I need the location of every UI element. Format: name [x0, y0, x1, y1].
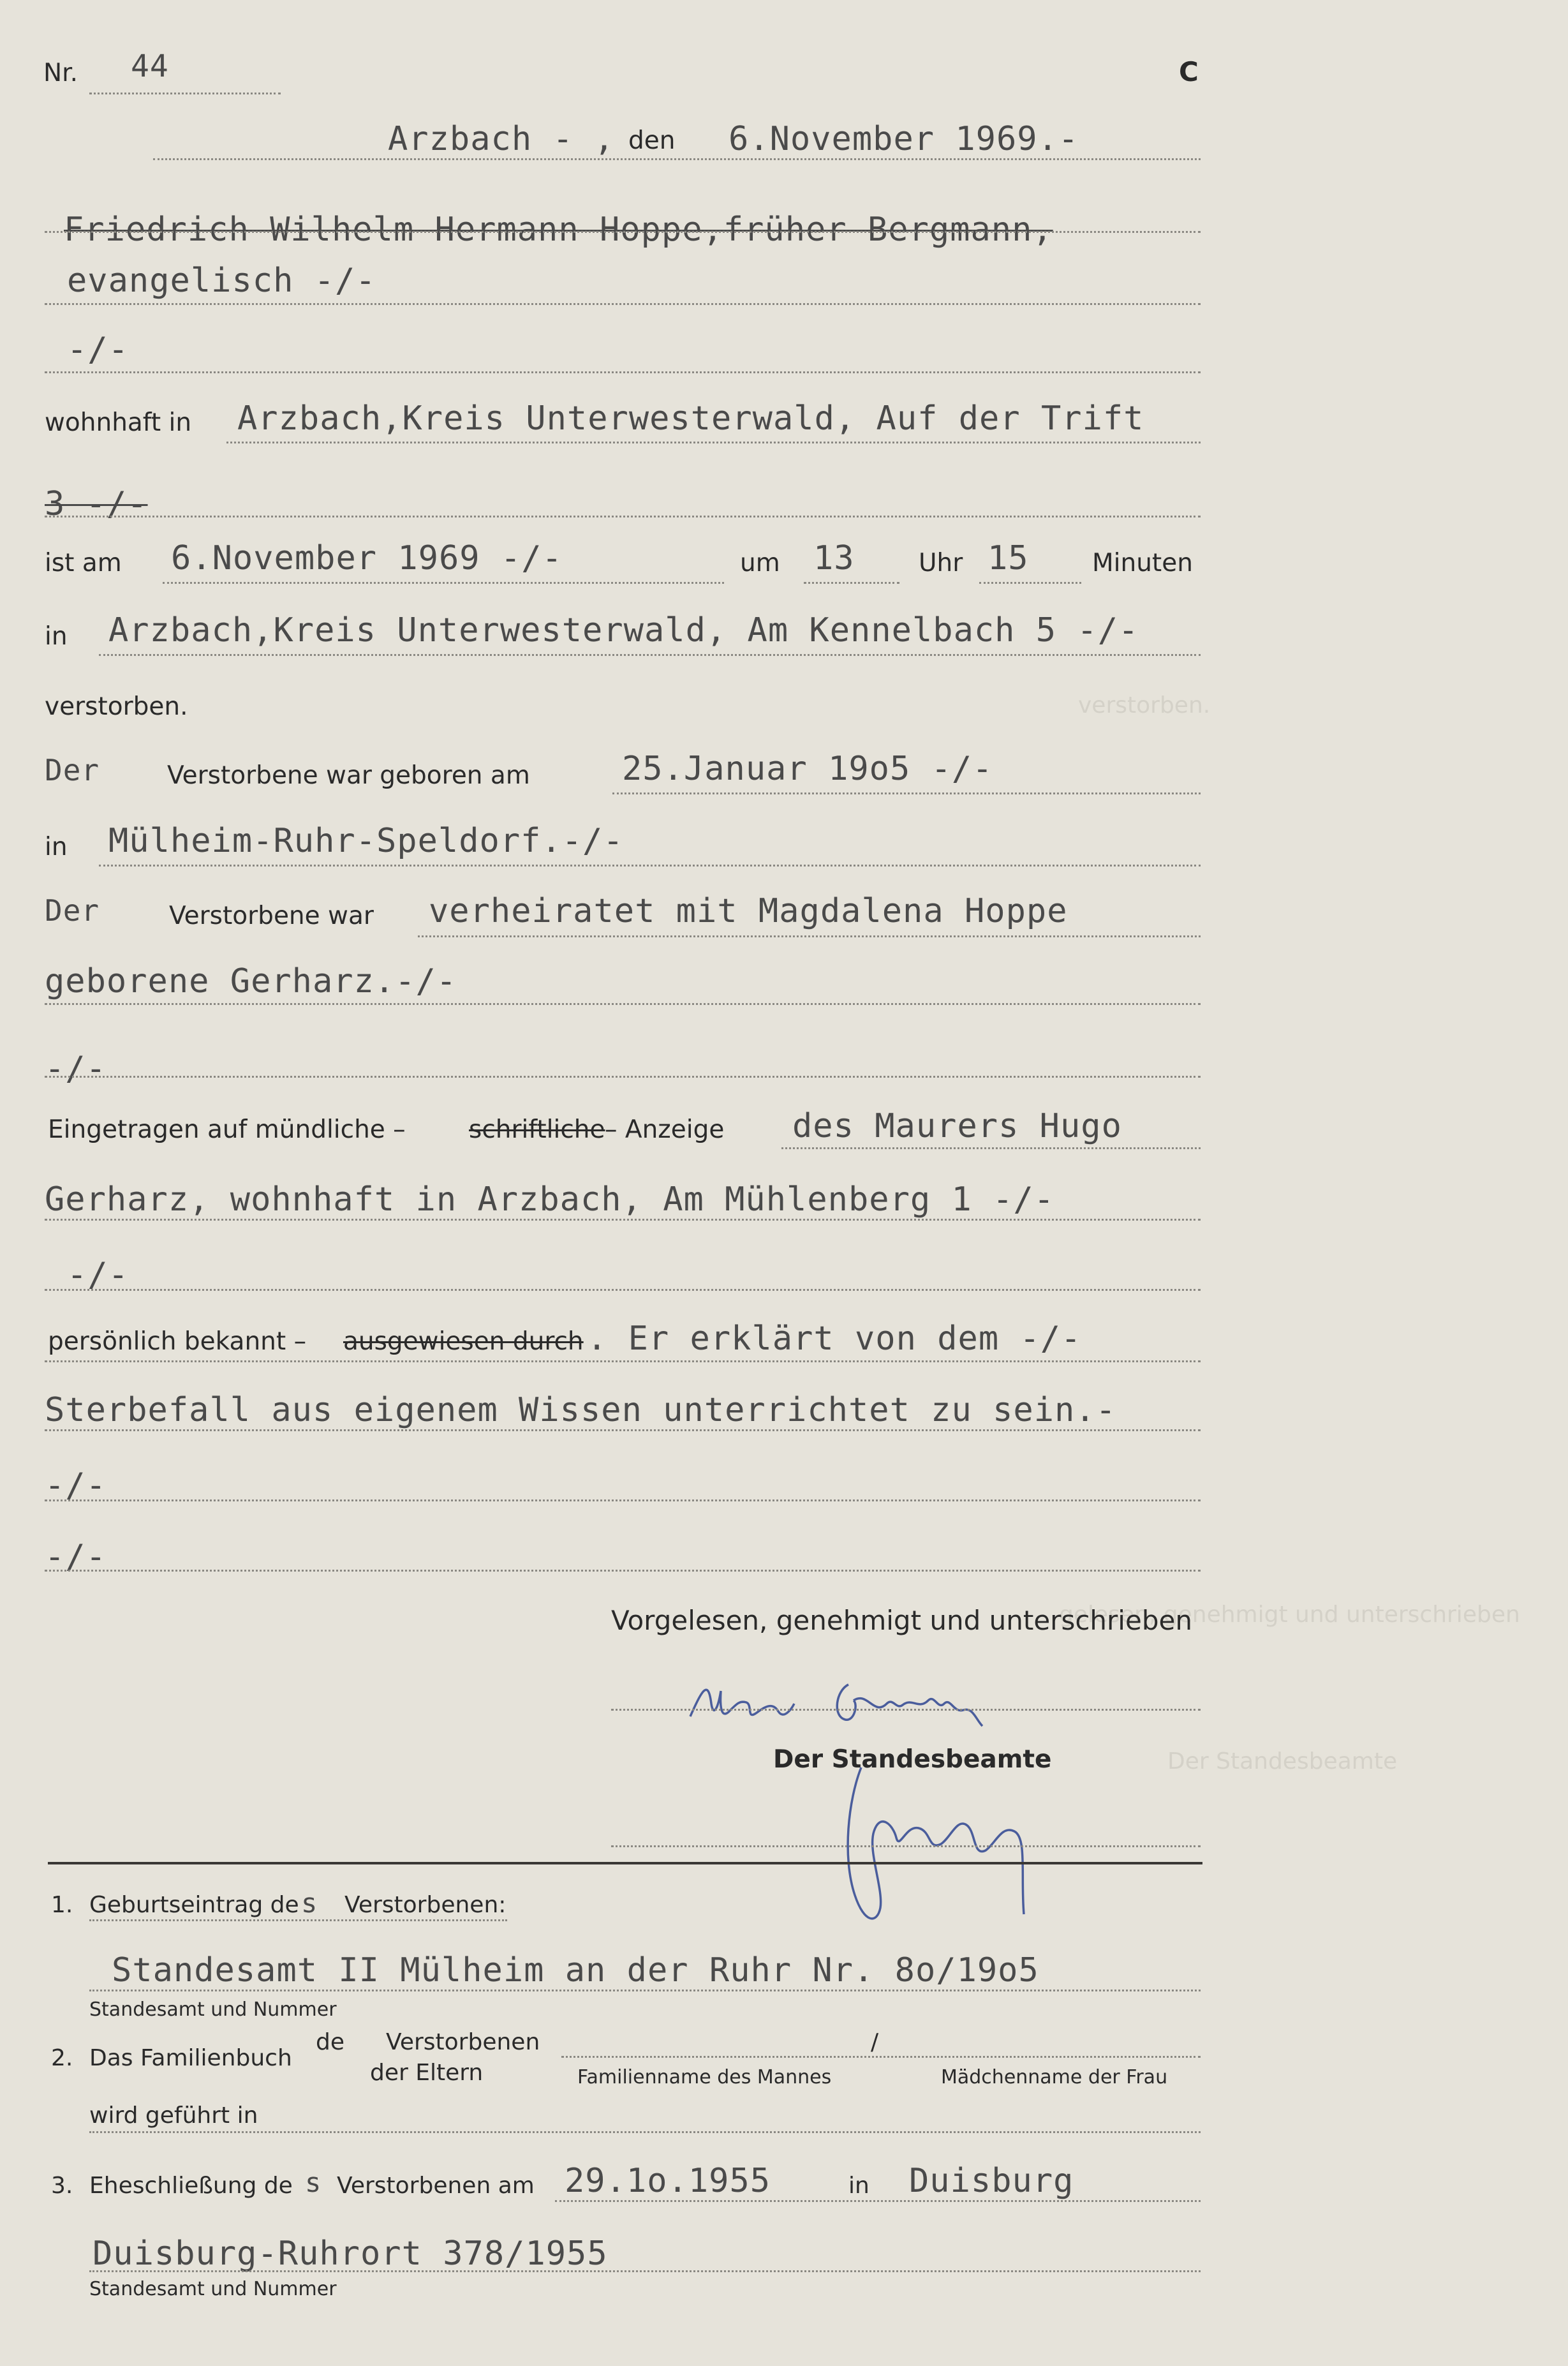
nr-label: Nr. — [43, 59, 78, 87]
identity-extra1: -/- — [45, 1466, 107, 1505]
identity-value: . Er erklärt von dem -/- — [587, 1320, 1082, 1358]
person-line3: -/- — [67, 331, 129, 369]
birth-der: Der — [45, 753, 100, 787]
note1-typed-s: s — [301, 1887, 318, 1919]
deceased-religion: evangelisch -/- — [67, 262, 376, 300]
nr-value: 44 — [131, 48, 169, 84]
residence-value: Arzbach,Kreis Unterwesterwald, Auf der Trift — [237, 399, 1144, 438]
note1-label-b: Verstorbenen: — [344, 1892, 507, 1918]
residence-cont: 3 -/- — [45, 485, 148, 523]
place-of-registration: Arzbach - , — [388, 120, 615, 158]
note3-typed-s: s — [305, 2167, 322, 2198]
identity-struck: ausgewiesen durch — [343, 1327, 584, 1356]
birth-registry-entry: Standesamt II Mülheim an der Ruhr Nr. 8o/19o5 — [112, 1951, 1039, 1990]
registration-extra: -/- — [67, 1256, 129, 1294]
um-label: um — [740, 549, 780, 577]
registration-date: 6.November 1969.- — [729, 120, 1079, 158]
residence-label: wohnhaft in — [45, 408, 192, 437]
note3-label-a: Eheschließung de — [89, 2173, 293, 2199]
registrar-signature — [823, 1761, 1053, 1940]
registration-struck: schriftliche — [469, 1115, 605, 1144]
marital-extra: -/- — [45, 1050, 107, 1088]
note3-label-b: Verstorbenen am — [337, 2173, 535, 2199]
note2-slash: / — [871, 2029, 879, 2055]
marriage-registry-entry: Duisburg-Ruhrort 378/1955 — [92, 2235, 608, 2273]
registration-label-a: Eingetragen auf mündliche – — [48, 1115, 406, 1144]
note2-wife-caption: Mädchenname der Frau — [941, 2066, 1168, 2088]
death-hour: 13 — [813, 539, 855, 577]
note1-caption: Standesamt und Nummer — [89, 1998, 337, 2021]
birth-in-label: in — [45, 833, 68, 861]
bleed-through-text: verstorben. — [1078, 692, 1211, 718]
death-place: Arzbach,Kreis Unterwesterwald, Am Kennelbach 5 -/- — [108, 611, 1139, 650]
identity-extra2: -/- — [45, 1538, 107, 1576]
ist-am-label: ist am — [45, 549, 122, 577]
deceased-name: Friedrich Wilhelm Hermann Hoppe,früher Bergmann, — [64, 211, 1053, 249]
informant-cont: Gerharz, wohnhaft in Arzbach, Am Mühlenberg 1 -/- — [45, 1180, 1055, 1219]
death-in-label: in — [45, 622, 68, 651]
note3-caption: Standesamt und Nummer — [89, 2278, 337, 2300]
identity-label: persönlich bekannt – — [48, 1327, 307, 1356]
registrar-label: Der Standesbeamte — [773, 1745, 1052, 1774]
note1-number: 1. — [51, 1892, 73, 1918]
corner-letter: C — [1179, 56, 1199, 87]
marital-cont: geborene Gerharz.-/- — [45, 962, 457, 1001]
note2-number: 2. — [51, 2045, 73, 2071]
minuten-label: Minuten — [1092, 549, 1193, 577]
marital-der: Der — [45, 893, 100, 928]
bleed-through-text: Der Standesbeamte — [1167, 1748, 1398, 1774]
den-label: den — [628, 126, 676, 155]
note2-de: de — [316, 2029, 344, 2055]
informant: des Maurers Hugo — [792, 1107, 1122, 1145]
marital-label: Verstorbene war — [169, 902, 374, 930]
marital-value: verheiratet mit Magdalena Hoppe — [429, 892, 1068, 930]
bleed-through-text: gelesen, genehmigt und unterschrieben — [1059, 1602, 1520, 1628]
read-approved-label: Vorgelesen, genehmigt und unterschrieben — [611, 1605, 1192, 1636]
note2-verstorbenen: Verstorbenen — [386, 2029, 540, 2055]
note2-eltern: der Eltern — [370, 2060, 484, 2086]
birth-label: Verstorbene war geboren am — [167, 761, 530, 790]
registration-label-b: – Anzeige — [605, 1115, 725, 1144]
note2-label: Das Familienbuch — [89, 2045, 292, 2071]
verstorben-label: verstorben. — [45, 692, 188, 721]
informant-signature — [683, 1665, 1040, 1742]
note3-number: 3. — [51, 2173, 73, 2199]
note2-husband-caption: Familienname des Mannes — [577, 2066, 832, 2088]
note3-in-label: in — [848, 2173, 869, 2199]
marriage-date: 29.1o.1955 — [565, 2162, 771, 2200]
birth-place: Mülheim-Ruhr-Speldorf.-/- — [108, 822, 624, 860]
marriage-place: Duisburg — [909, 2162, 1074, 2200]
identity-cont: Sterbefall aus eigenem Wissen unterrichtet zu sein.- — [45, 1391, 1116, 1429]
note1-label-a: Geburtseintrag de — [89, 1892, 299, 1918]
death-date: 6.November 1969 -/- — [171, 539, 563, 577]
death-minutes: 15 — [987, 539, 1029, 577]
birth-date: 25.Januar 19o5 -/- — [622, 750, 993, 788]
uhr-label: Uhr — [919, 549, 963, 577]
note2-kept-in-label: wird geführt in — [89, 2102, 258, 2129]
